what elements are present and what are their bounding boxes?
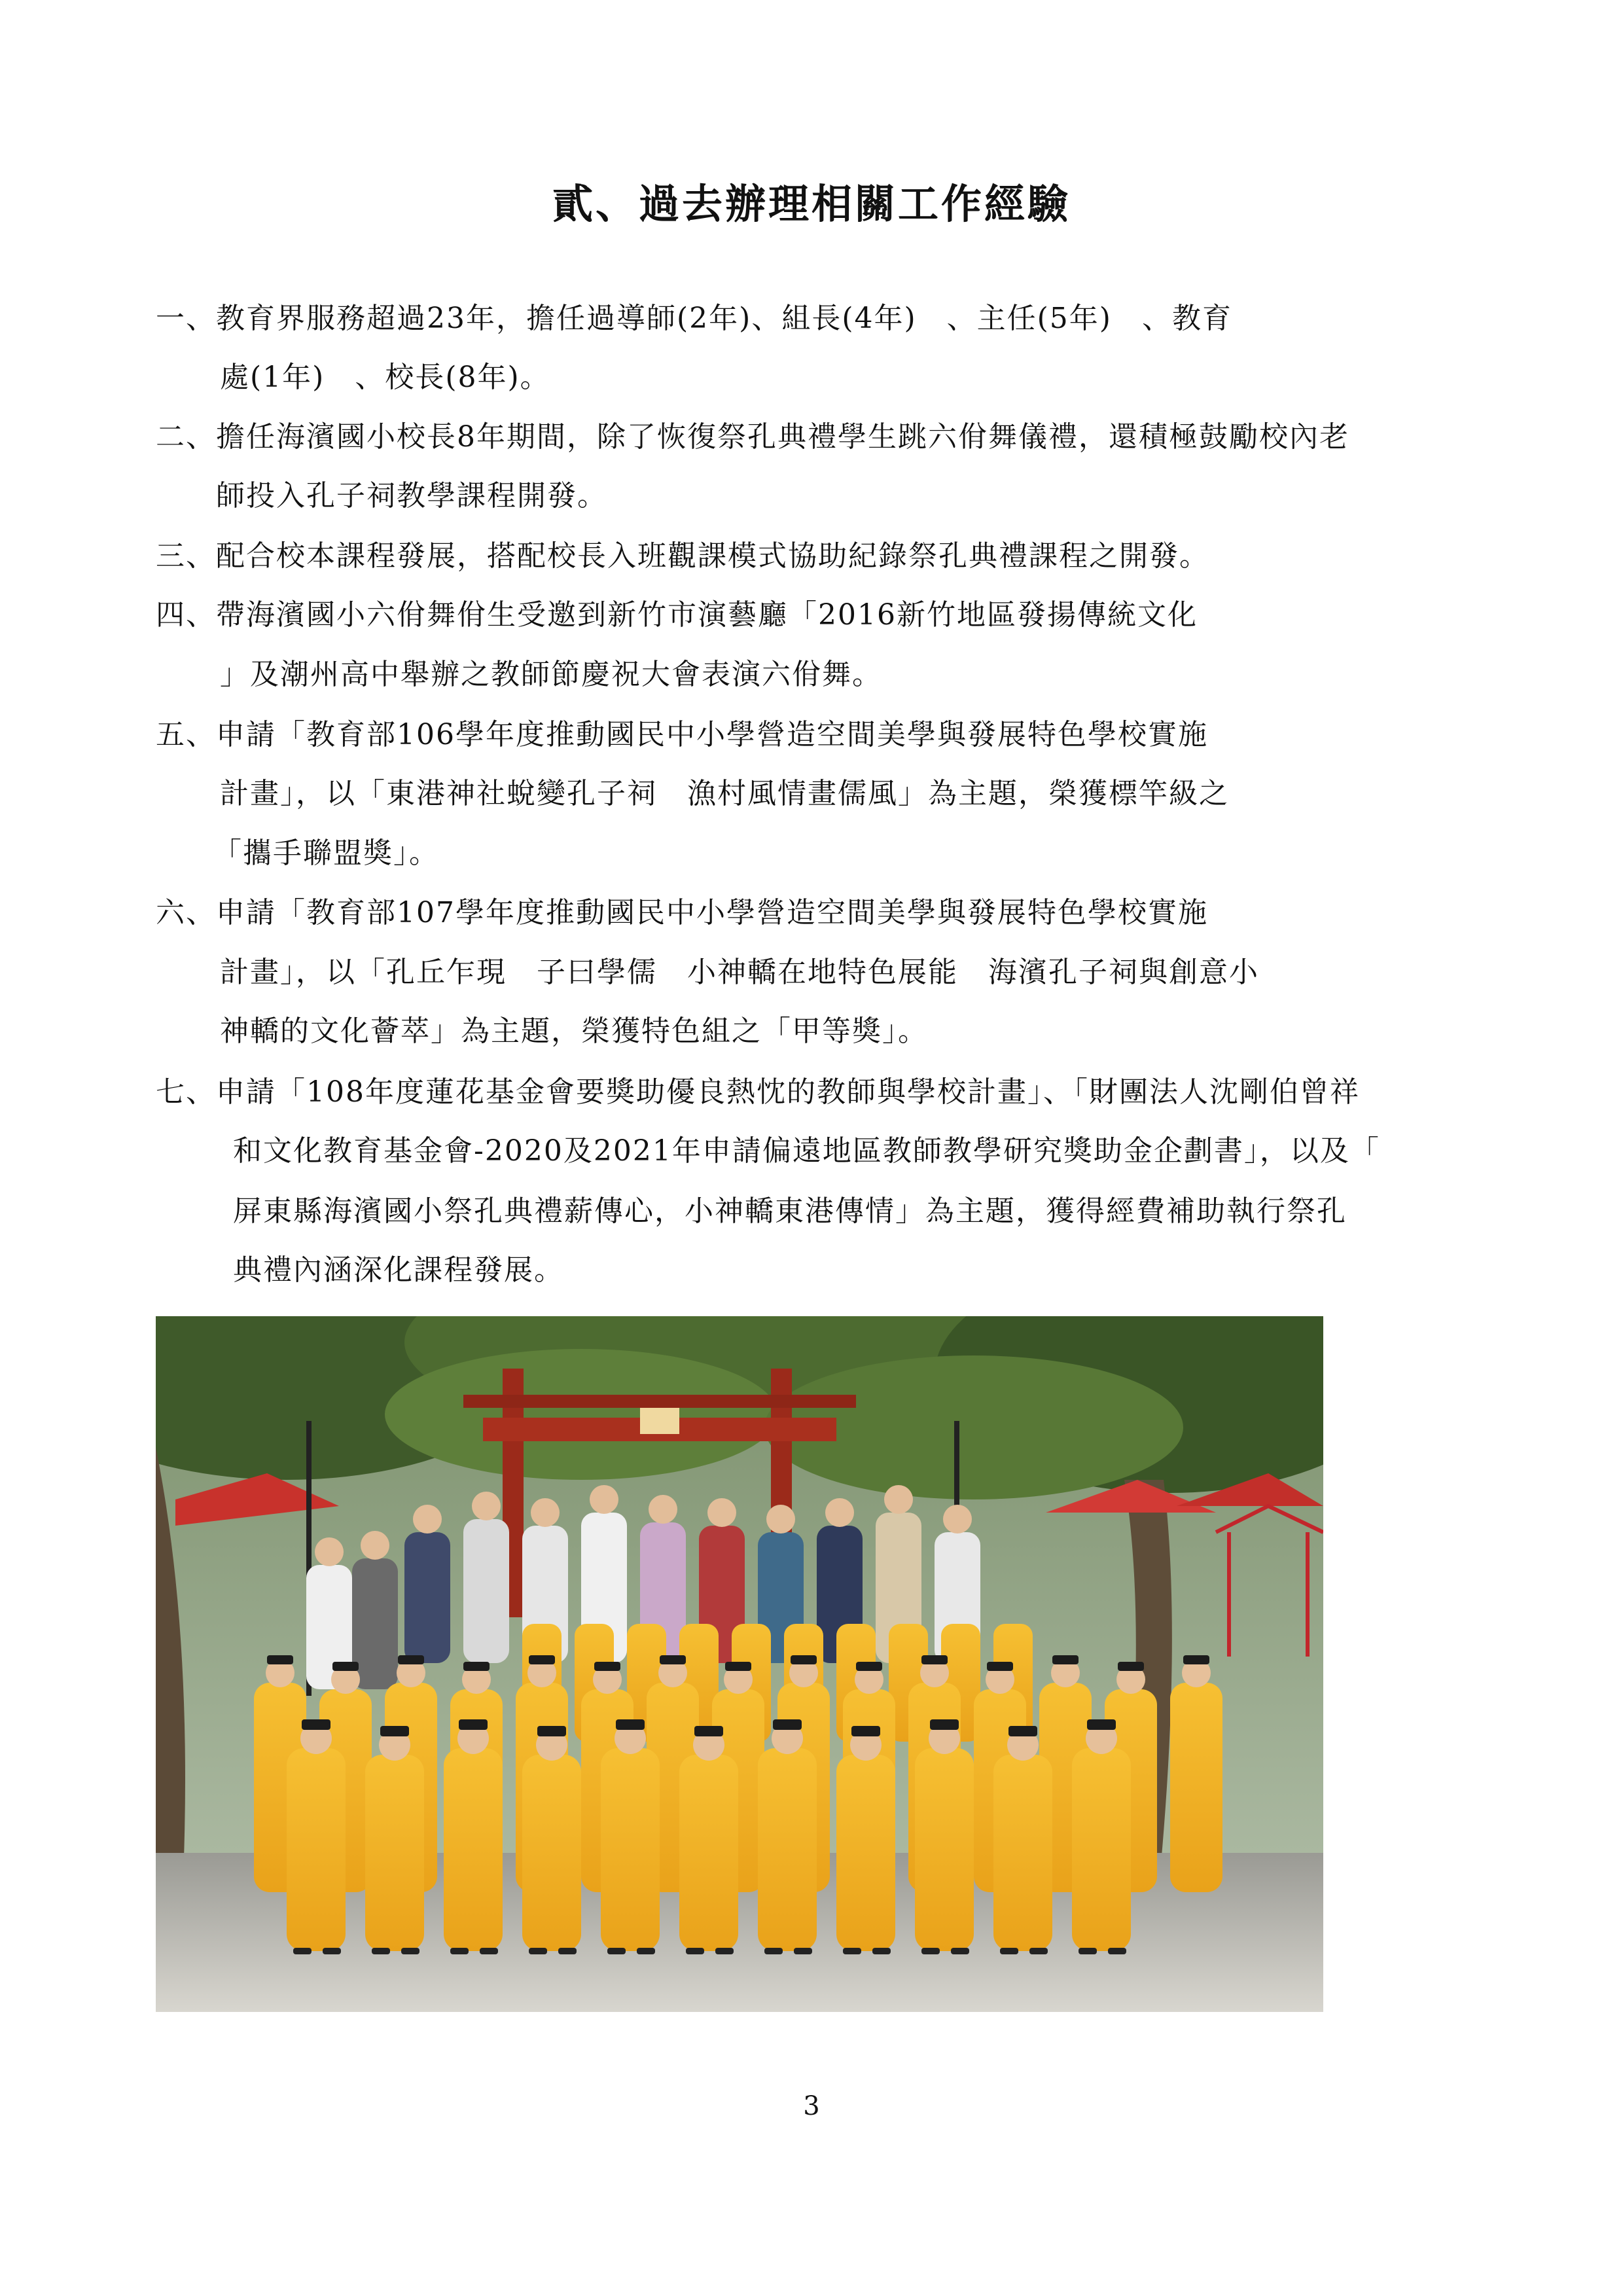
item-2-line-2: 師投入孔子祠教學課程開發。 xyxy=(216,479,607,512)
item-6-line-2: 計畫」，以「孔丘乍現 子曰學儒 小神轎在地特色展能 海濱孔子祠與創意小 xyxy=(220,956,1259,989)
item-4-line-2: 」及潮州高中舉辦之教師節慶祝大會表演六佾舞。 xyxy=(220,658,882,691)
item-3-line-1: 三、配合校本課程發展，搭配校長入班觀課模式協助紀錄祭孔典禮課程之開發。 xyxy=(156,539,1209,573)
item-6-line-1: 六、申請「教育部107學年度推動國民中小學營造空間美學與發展特色學校實施 xyxy=(156,896,1208,929)
page-title: 貳、過去辦理相關工作經驗 xyxy=(552,180,1071,228)
item-1-line-2: 處(1年) 、校長(8年)。 xyxy=(220,361,550,394)
page-number: 3 xyxy=(803,2091,820,2121)
item-6-line-3: 神轎的文化薈萃」為主題，榮獲特色組之「甲等獎」。 xyxy=(220,1014,928,1048)
item-7-line-1: 七、申請「108年度蓮花基金會要獎助優良熱忱的教師與學校計畫」、「財團法人沈剛伯曾祥 xyxy=(156,1075,1360,1109)
item-5-line-3: 「攜手聯盟獎」。 xyxy=(213,836,439,870)
item-5-line-1: 五、申請「教育部106學年度推動國民中小學營造空間美學與發展特色學校實施 xyxy=(156,718,1208,751)
item-1-line-1: 一、教育界服務超過23年，擔任過導師(2年)、組長(4年) 、主任(5年) 、教育 xyxy=(156,302,1232,335)
group-photo-illustration xyxy=(156,1316,1323,2012)
item-7-line-4: 典禮內涵深化課程發展。 xyxy=(233,1253,564,1287)
item-5-line-2: 計畫」，以「東港神社蛻變孔子祠 漁村風情畫儒風」為主題，榮獲標竿級之 xyxy=(220,777,1229,810)
item-4-line-1: 四、帶海濱國小六佾舞佾生受邀到新竹市演藝廳「2016新竹地區發揚傳統文化 xyxy=(156,598,1198,632)
item-7-line-2: 和文化教育基金會-2020及2021年申請偏遠地區教師教學研究獎助金企劃書」，以及「 xyxy=(233,1134,1380,1168)
item-2-line-1: 二、擔任海濱國小校長8年期間，除了恢復祭孔典禮學生跳六佾舞儀禮，還積極鼓勵校內老 xyxy=(156,420,1349,454)
group-photo xyxy=(156,1316,1323,2012)
item-7-line-3: 屏東縣海濱國小祭孔典禮薪傳心，小神轎東港傳情」為主題，獲得經費補助執行祭孔 xyxy=(233,1194,1347,1228)
